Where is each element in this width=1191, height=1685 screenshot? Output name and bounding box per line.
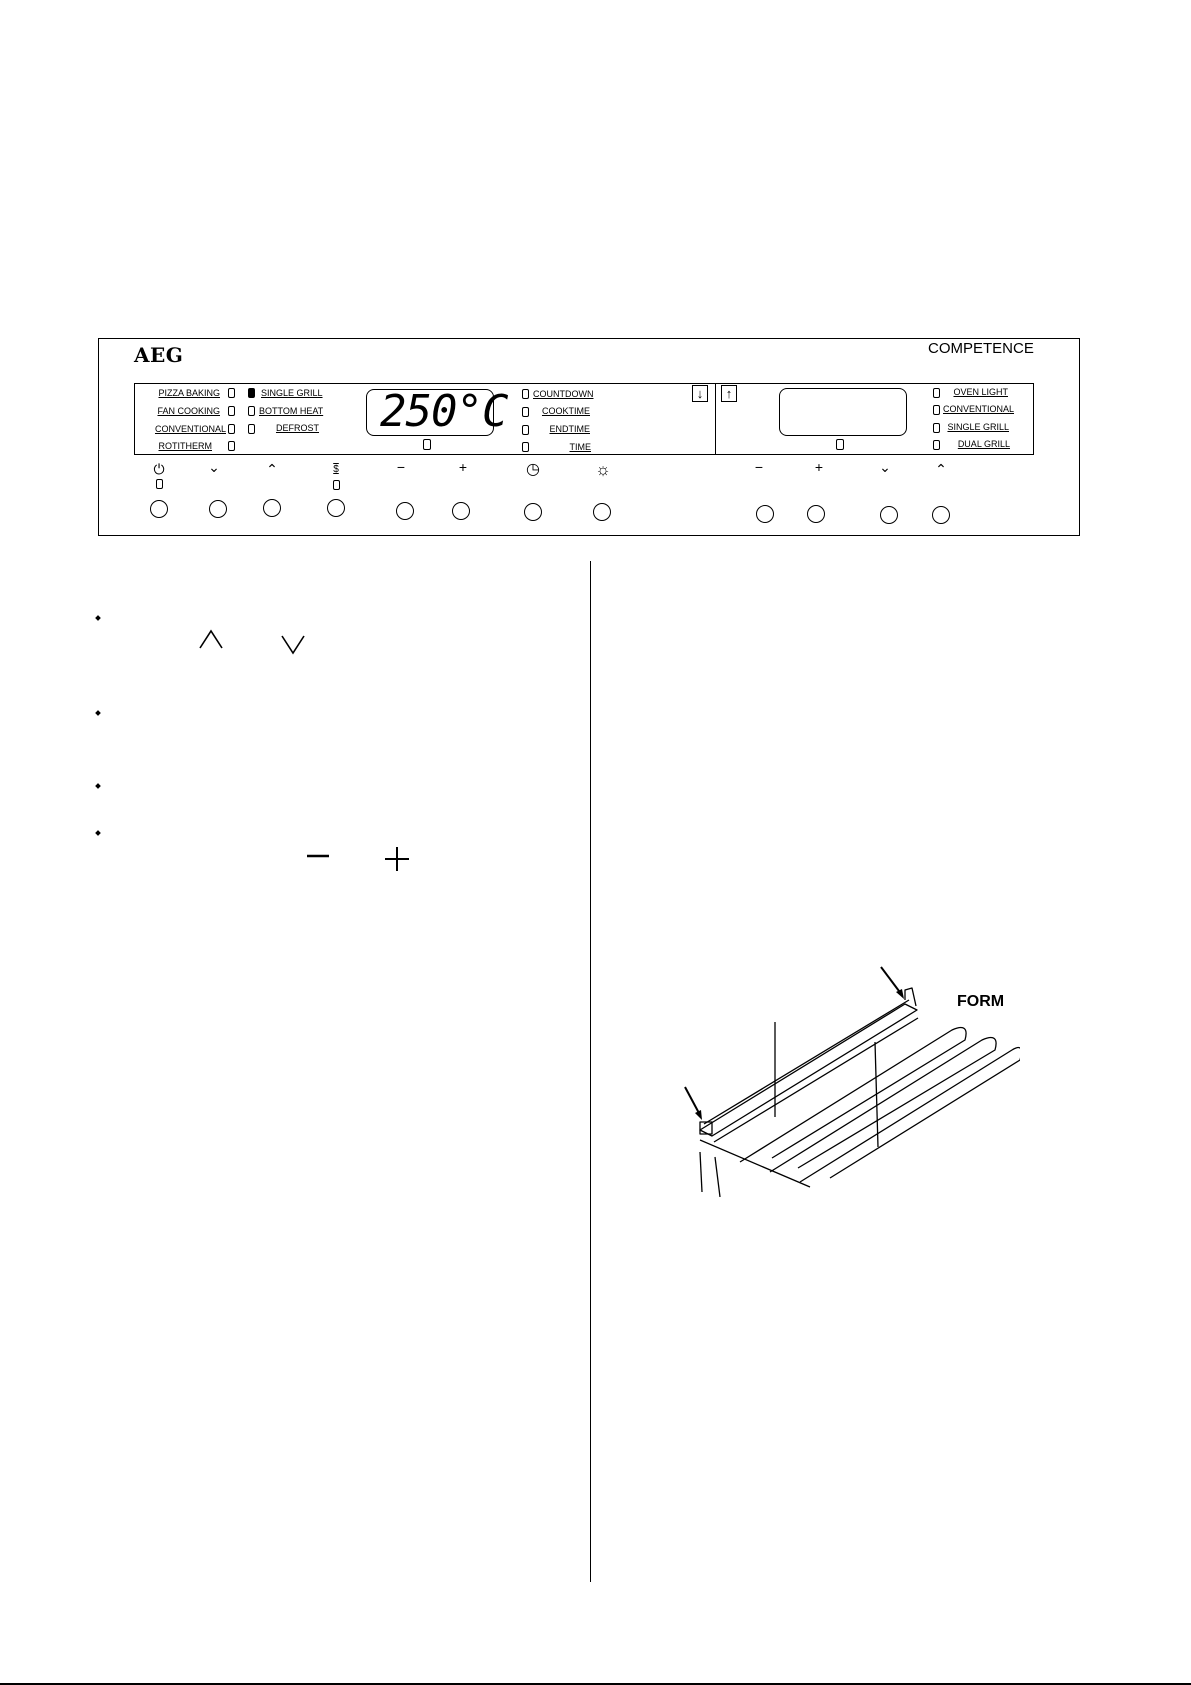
led-secondary xyxy=(836,439,844,450)
led-dual-grill xyxy=(933,440,940,450)
function-up-button[interactable] xyxy=(263,499,281,517)
timer-label-cooktime: COOKTIME xyxy=(541,406,590,416)
secondary-display xyxy=(779,388,907,436)
right-down-button[interactable] xyxy=(880,506,898,524)
led-pizza-baking xyxy=(228,388,235,398)
light-icon: ☼ xyxy=(595,460,611,479)
bullet-point xyxy=(95,710,101,716)
column-separator xyxy=(590,561,591,1582)
right-up-button[interactable] xyxy=(932,506,950,524)
right-minus-button[interactable] xyxy=(756,505,774,523)
bullet-point xyxy=(95,783,101,789)
clock-button[interactable] xyxy=(524,503,542,521)
arrow-down-icon[interactable]: ↓ xyxy=(692,385,708,402)
plus-icon: + xyxy=(458,459,468,475)
led-power xyxy=(156,479,163,489)
function-label-conventional: CONVENTIONAL xyxy=(154,424,226,434)
function-label-rotitherm: ROTITHERM xyxy=(158,441,212,451)
chevron-down-icon: ⌄ xyxy=(208,459,220,475)
arrow-up-icon[interactable]: ↑ xyxy=(721,385,737,402)
led-conventional xyxy=(228,424,235,434)
minus-icon: − xyxy=(754,459,764,475)
right-label-conventional: CONVENTIONAL xyxy=(943,404,1015,414)
led-time xyxy=(522,442,529,452)
led-child-lock xyxy=(333,480,340,490)
temperature-readout: 250°C xyxy=(380,386,508,437)
bullet-point xyxy=(95,615,101,621)
led-temperature xyxy=(423,439,431,450)
function-label-fan-cooking: FAN COOKING xyxy=(157,406,220,416)
bullet-point xyxy=(95,830,101,836)
plus-icon: + xyxy=(814,459,824,475)
child-lock-icon: $ xyxy=(333,464,339,475)
timer-label-endtime: ENDTIME xyxy=(549,424,590,434)
led-cooktime xyxy=(522,407,529,417)
led-fan-cooking xyxy=(228,406,235,416)
brand-logo: AEG xyxy=(134,343,184,367)
led-bottom-heat xyxy=(248,406,255,416)
oven-light-button[interactable] xyxy=(593,503,611,521)
child-lock-button[interactable] xyxy=(327,499,345,517)
function-label-pizza-baking: PIZZA BAKING xyxy=(158,388,220,398)
led-endtime xyxy=(522,425,529,435)
shelf-rack-illustration xyxy=(680,962,1020,1197)
function-label-single-grill: SINGLE GRILL xyxy=(261,388,323,398)
panel-divider xyxy=(715,383,716,455)
right-label-oven-light: OVEN LIGHT xyxy=(953,387,1008,397)
chevron-up-icon xyxy=(198,628,224,650)
led-single-grill xyxy=(248,388,255,398)
chevron-down-icon xyxy=(280,634,306,656)
right-plus-button[interactable] xyxy=(807,505,825,523)
timer-label-time: TIME xyxy=(569,442,591,452)
temperature-plus-button[interactable] xyxy=(452,502,470,520)
function-label-bottom-heat: BOTTOM HEAT xyxy=(259,406,324,416)
minus-icon: − xyxy=(396,459,406,475)
right-label-dual-grill: DUAL GRILL xyxy=(957,439,1010,449)
power-icon: ⏻ xyxy=(153,461,165,477)
function-label-defrost: DEFROST xyxy=(275,423,319,433)
figure-label: FORM xyxy=(957,993,1005,1010)
right-label-single-grill: SINGLE GRILL xyxy=(947,422,1009,432)
model-name: COMPETENCE xyxy=(928,340,1034,357)
function-down-button[interactable] xyxy=(209,500,227,518)
temperature-minus-button[interactable] xyxy=(396,502,414,520)
chevron-up-icon: ⌃ xyxy=(935,461,947,477)
power-button[interactable] xyxy=(150,500,168,518)
chevron-up-icon: ⌃ xyxy=(266,461,278,477)
led-defrost xyxy=(248,424,255,434)
timer-label-countdown: COUNTDOWN xyxy=(533,389,594,399)
clock-icon: ◷ xyxy=(526,461,540,478)
chevron-down-icon: ⌄ xyxy=(879,459,891,475)
led-rotitherm xyxy=(228,441,235,451)
led-right-single-grill xyxy=(933,423,940,433)
plus-icon xyxy=(384,846,410,872)
led-oven-light xyxy=(933,388,940,398)
led-right-conventional xyxy=(933,405,940,415)
led-countdown xyxy=(522,389,529,399)
minus-icon xyxy=(306,850,330,862)
